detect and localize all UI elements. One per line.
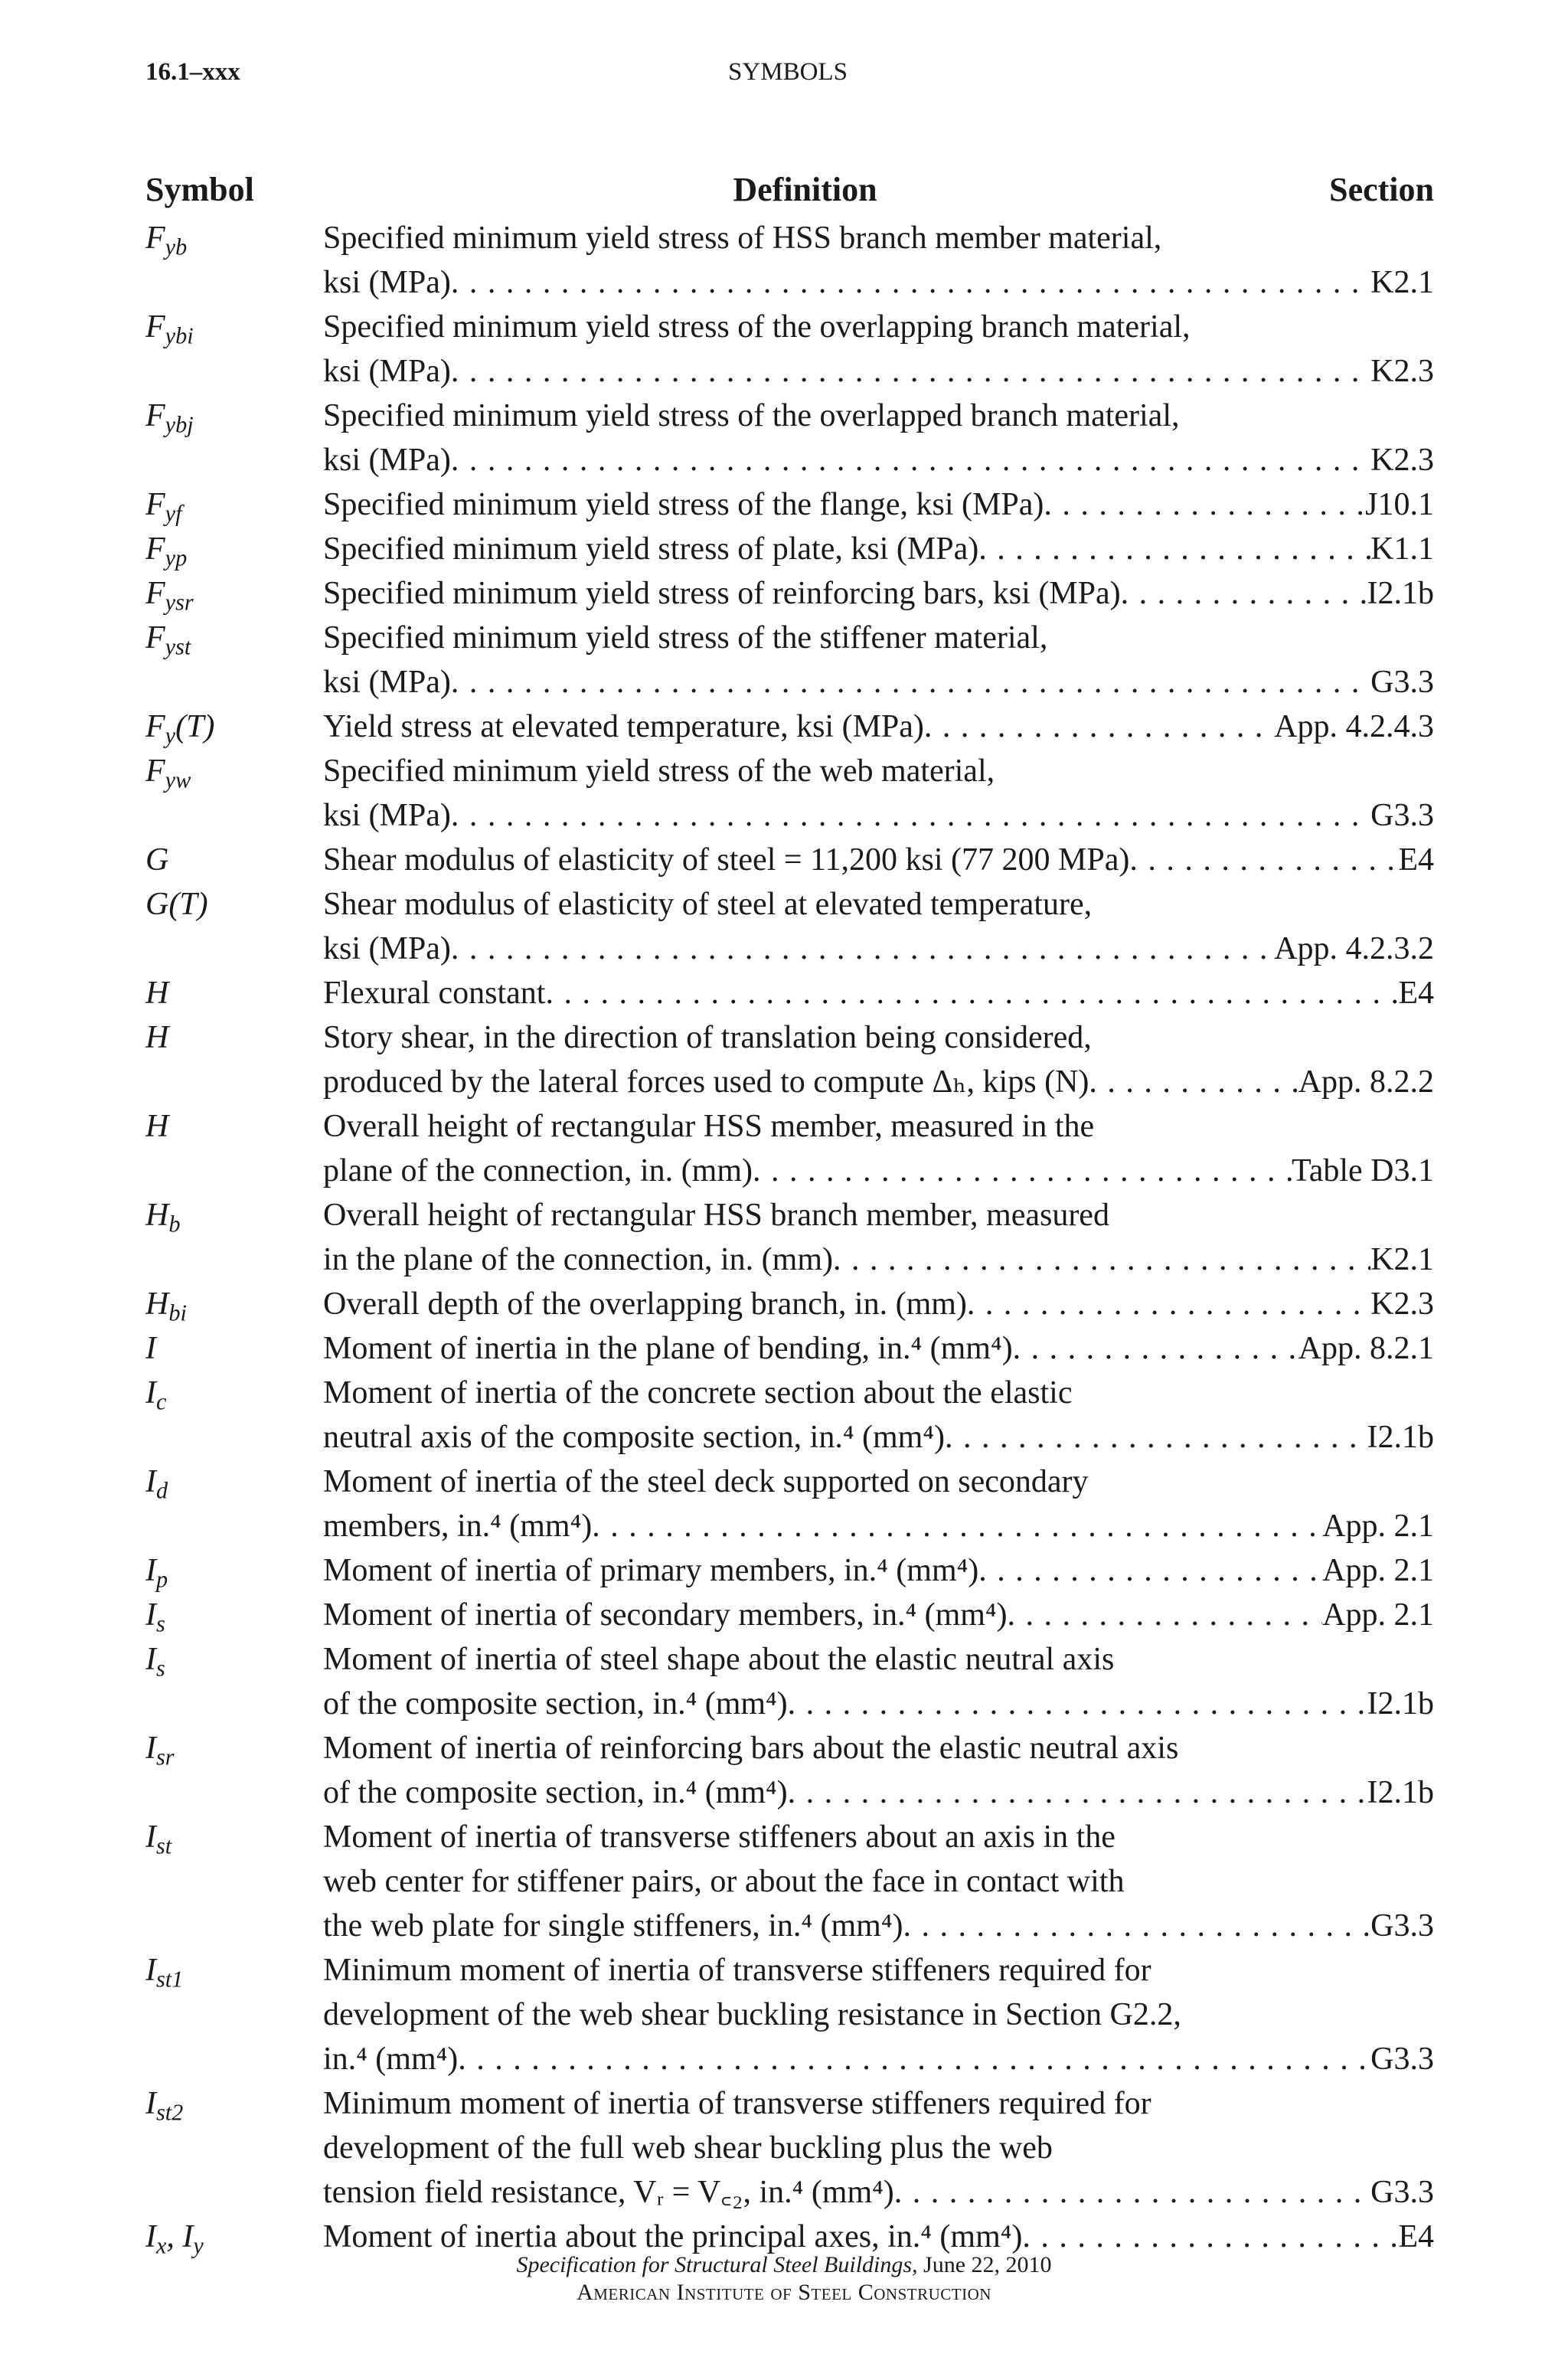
symbol-entry: [145, 971, 1434, 1015]
definition-line: Minimum moment of inertia of transverse stiffeners required for: [323, 1953, 1152, 1988]
symbol-entry: [145, 216, 1434, 305]
dot-leader: [978, 527, 1370, 571]
symbol-entry: [145, 1326, 1434, 1371]
page-footer: [0, 2251, 1568, 2306]
dot-leader: [451, 260, 1370, 305]
symbol: $I_{st1}$: [145, 1953, 184, 1993]
symbol: G(T): [145, 887, 208, 922]
section-reference: App. 8.2.2: [1298, 1064, 1434, 1100]
definition-line: tension field resistance, Vᵣ = V꜀₂, in.⁴ (mm⁴) . . . G3.3: [323, 2170, 1434, 2215]
dot-leader: [1013, 1326, 1298, 1371]
footer-date: June 22, 2010: [917, 2252, 1052, 2277]
symbol: $I_s$: [145, 1597, 165, 1637]
section-reference: E4: [1398, 2219, 1434, 2254]
dot-leader: [978, 1548, 1322, 1593]
definition-column-header: Definition: [733, 171, 877, 208]
section-reference: G3.3: [1370, 665, 1434, 700]
symbol-entry: [145, 394, 1434, 482]
section-reference: J10.1: [1365, 487, 1434, 522]
definition-line: Shear modulus of elasticity of steel at elevated temperature,: [323, 887, 1093, 922]
section-reference: App. 8.2.1: [1298, 1331, 1434, 1366]
section-reference: I2.1b: [1367, 1420, 1434, 1455]
definition-line: ksi (MPa) . . . K2.3: [323, 438, 1434, 482]
dot-leader: [1008, 1593, 1323, 1637]
dot-leader: [924, 705, 1274, 749]
dot-leader: [1129, 838, 1398, 882]
symbol: $I_c$: [145, 1375, 167, 1415]
definition-line: Moment of inertia of steel shape about the elastic neutral axis: [323, 1642, 1115, 1677]
definition-line: Overall height of rectangular HSS branch member, measured: [323, 1198, 1109, 1233]
definition-line: in.⁴ (mm⁴) . . . G3.3: [323, 2037, 1434, 2081]
definition-line: ksi (MPa) . . . App. 4.2.3.2: [323, 927, 1434, 971]
dot-leader: [451, 660, 1370, 705]
dot-leader: [894, 2170, 1370, 2215]
footer-publisher: American Institute of Steel Construction: [577, 2280, 991, 2305]
definition-line: Specified minimum yield stress of the stiffener material,: [323, 620, 1048, 655]
symbol: $H_{bi}$: [145, 1286, 187, 1326]
symbol-entry: [145, 1015, 1434, 1104]
section-column-header: Section: [1329, 171, 1434, 208]
symbol: $F_{yw}$: [145, 754, 191, 793]
definition-line: Moment of inertia of primary members, in.⁴ (mm⁴) . . . App. 2.1: [323, 1548, 1434, 1593]
definition-line: Minimum moment of inertia of transverse stiffeners required for: [323, 2086, 1152, 2121]
dot-leader: [1044, 482, 1365, 527]
symbol: $F_{ysr}$: [145, 576, 194, 616]
dot-leader: [788, 1770, 1367, 1815]
symbol: $F_{yb}$: [145, 221, 188, 260]
symbol: $I_x$, $I_y$: [145, 2219, 204, 2259]
section-reference: E4: [1398, 842, 1434, 878]
definition-line: produced by the lateral forces used to compute Δₕ, kips (N) . . . App. 8.2.2: [323, 1060, 1434, 1104]
definition-line: ksi (MPa) . . . G3.3: [323, 660, 1434, 705]
definition-line: of the composite section, in.⁴ (mm⁴) . . . I2.1b: [323, 1682, 1434, 1726]
definition-line: plane of the connection, in. (mm) . . . Table D3.1: [323, 1149, 1434, 1193]
symbol: $F_{ybi}$: [145, 309, 194, 349]
symbol-entry: [145, 749, 1434, 838]
symbol-entry: [145, 1104, 1434, 1193]
symbol: I: [145, 1331, 156, 1366]
section-reference: G3.3: [1370, 2175, 1434, 2210]
dot-leader: [788, 1682, 1367, 1726]
definition-line: Moment of inertia of reinforcing bars about the elastic neutral axis: [323, 1731, 1179, 1766]
definition-line: neutral axis of the composite section, in.⁴ (mm⁴) . . . I2.1b: [323, 1415, 1434, 1460]
definition-line: Moment of inertia in the plane of bending, in.⁴ (mm⁴) . . . App. 8.2.1: [323, 1326, 1434, 1371]
symbol-entry: [145, 305, 1434, 394]
section-reference: K1.1: [1370, 531, 1434, 567]
dot-leader: [1089, 1060, 1298, 1104]
symbol-entry: [145, 1726, 1434, 1815]
definition-line: Specified minimum yield stress of reinforcing bars, ksi (MPa) . . . I2.1b: [323, 571, 1434, 616]
section-reference: K2.1: [1370, 265, 1434, 300]
symbol-entry: [145, 1593, 1434, 1637]
dot-leader: [458, 2037, 1370, 2081]
symbol: $I_s$: [145, 1642, 165, 1682]
dot-leader: [1121, 571, 1367, 616]
definition-line: Overall depth of the overlapping branch, in. (mm) . . . K2.3: [323, 1282, 1434, 1326]
symbol-entry: [145, 482, 1434, 527]
symbol-column-header: Symbol: [145, 171, 254, 208]
section-reference: K2.1: [1370, 1242, 1434, 1277]
definition-line: Moment of inertia of transverse stiffeners about an axis in the: [323, 1819, 1116, 1855]
dot-leader: [753, 1149, 1292, 1193]
symbol-entry: [145, 1460, 1434, 1548]
dot-leader: [451, 349, 1370, 394]
section-reference: I2.1b: [1367, 576, 1434, 611]
symbol-entry: [145, 882, 1434, 971]
dot-leader: [451, 793, 1370, 838]
dot-leader: [451, 927, 1274, 971]
definition-line: the web plate for single stiffeners, in.⁴ (mm⁴) . . . G3.3: [323, 1904, 1434, 1948]
symbol: $I_d$: [145, 1464, 168, 1504]
footer-publication-title: Specification for Structural Steel Buildings,: [516, 2252, 918, 2277]
dot-leader: [545, 971, 1398, 1015]
symbol: H: [145, 976, 169, 1011]
section-reference: App. 2.1: [1322, 1553, 1434, 1588]
section-reference: G3.3: [1370, 798, 1434, 833]
dot-leader: [903, 1904, 1370, 1948]
definition-line: in the plane of the connection, in. (mm) . . . K2.1: [323, 1237, 1434, 1282]
symbol-entry: [145, 838, 1434, 882]
symbol: H: [145, 1109, 169, 1144]
section-reference: K2.3: [1370, 354, 1434, 389]
definition-line: development of the full web shear buckling plus the web: [323, 2130, 1053, 2166]
column-headers: [145, 170, 1434, 216]
definition-line: Specified minimum yield stress of HSS branch member material,: [323, 221, 1162, 256]
definition-line: Yield stress at elevated temperature, ksi (MPa) . . . App. 4.2.4.3: [323, 705, 1434, 749]
definition-line: Shear modulus of elasticity of steel = 11,200 ksi (77 200 MPa) . . . E4: [323, 838, 1434, 882]
definition-line: members, in.⁴ (mm⁴) . . . App. 2.1: [323, 1504, 1434, 1548]
definition-line: development of the web shear buckling resistance in Section G2.2,: [323, 1997, 1181, 2032]
symbol: $I_{sr}$: [145, 1731, 175, 1770]
symbol-entry: [145, 1815, 1434, 1948]
symbol-entry: [145, 1637, 1434, 1726]
symbol: $I_{st}$: [145, 1819, 172, 1859]
section-reference: E4: [1398, 976, 1434, 1011]
symbol: $I_{st2}$: [145, 2086, 184, 2126]
section-reference: App. 4.2.4.3: [1274, 709, 1434, 744]
definition-line: Flexural constant . . . E4: [323, 971, 1434, 1015]
page-header: [145, 58, 1430, 96]
section-reference: G3.3: [1370, 2042, 1434, 2077]
symbol: $F_{yst}$: [145, 620, 191, 660]
symbols-table: [145, 216, 1434, 2259]
section-reference: K2.3: [1370, 443, 1434, 478]
symbol: $F_y(T)$: [145, 709, 215, 749]
dot-leader: [967, 1282, 1370, 1326]
definition-line: Story shear, in the direction of translation being considered,: [323, 1020, 1092, 1055]
symbol: $F_{yp}$: [145, 531, 188, 571]
definition-line: Moment of inertia of secondary members, in.⁴ (mm⁴) . . . App. 2.1: [323, 1593, 1434, 1637]
definition-line: ksi (MPa) . . . K2.3: [323, 349, 1434, 394]
definition-line: Overall height of rectangular HSS member, measured in the: [323, 1109, 1095, 1144]
symbol-entry: [145, 1548, 1434, 1593]
symbol-entry: [145, 2081, 1434, 2215]
definition-line: web center for stiffener pairs, or about the face in contact with: [323, 1864, 1125, 1899]
symbol: $F_{yf}$: [145, 487, 182, 527]
dot-leader: [945, 1415, 1367, 1460]
definition-line: of the composite section, in.⁴ (mm⁴) . . . I2.1b: [323, 1770, 1434, 1815]
symbol-entry: [145, 1282, 1434, 1326]
definition-line: Specified minimum yield stress of the overlapping branch material,: [323, 309, 1191, 345]
definition-line: ksi (MPa) . . . K2.1: [323, 260, 1434, 305]
symbol-entry: [145, 616, 1434, 705]
definition-line: Moment of inertia of the concrete section about the elastic: [323, 1375, 1073, 1411]
dot-leader: [833, 1237, 1370, 1282]
definition-line: Moment of inertia of the steel deck supported on secondary: [323, 1464, 1089, 1499]
symbol-entry: [145, 1371, 1434, 1460]
definition-line: Specified minimum yield stress of the flange, ksi (MPa) . . . J10.1: [323, 482, 1434, 527]
symbol: H: [145, 1020, 169, 1055]
definition-line: Specified minimum yield stress of plate, ksi (MPa) . . . K1.1: [323, 527, 1434, 571]
symbol-entry: [145, 705, 1434, 749]
section-reference: Table D3.1: [1291, 1153, 1434, 1188]
page-number: 16.1–xxx: [145, 58, 240, 86]
symbol: G: [145, 842, 169, 878]
symbol: $I_p$: [145, 1553, 168, 1593]
dot-leader: [451, 438, 1370, 482]
section-reference: I2.1b: [1367, 1686, 1434, 1721]
section-reference: K2.3: [1370, 1286, 1434, 1322]
symbol-entry: [145, 571, 1434, 616]
running-head: SYMBOLS: [728, 58, 848, 86]
symbol-entry: [145, 1948, 1434, 2081]
section-reference: G3.3: [1370, 1908, 1434, 1944]
symbol: $F_{ybj}$: [145, 398, 194, 438]
symbol-entry: [145, 527, 1434, 571]
section-reference: App. 2.1: [1322, 1509, 1434, 1544]
symbol: $H_b$: [145, 1198, 181, 1237]
definition-line: Specified minimum yield stress of the overlapped branch material,: [323, 398, 1180, 433]
definition-line: ksi (MPa) . . . G3.3: [323, 793, 1434, 838]
section-reference: I2.1b: [1367, 1775, 1434, 1810]
definition-line: Specified minimum yield stress of the web material,: [323, 754, 995, 789]
section-reference: App. 4.2.3.2: [1274, 931, 1434, 966]
symbol-entry: [145, 1193, 1434, 1282]
dot-leader: [592, 1504, 1322, 1548]
section-reference: App. 2.1: [1322, 1597, 1434, 1633]
definition-line: Moment of inertia about the principal axes, in.⁴ (mm⁴) . . . E4: [323, 2215, 1434, 2259]
